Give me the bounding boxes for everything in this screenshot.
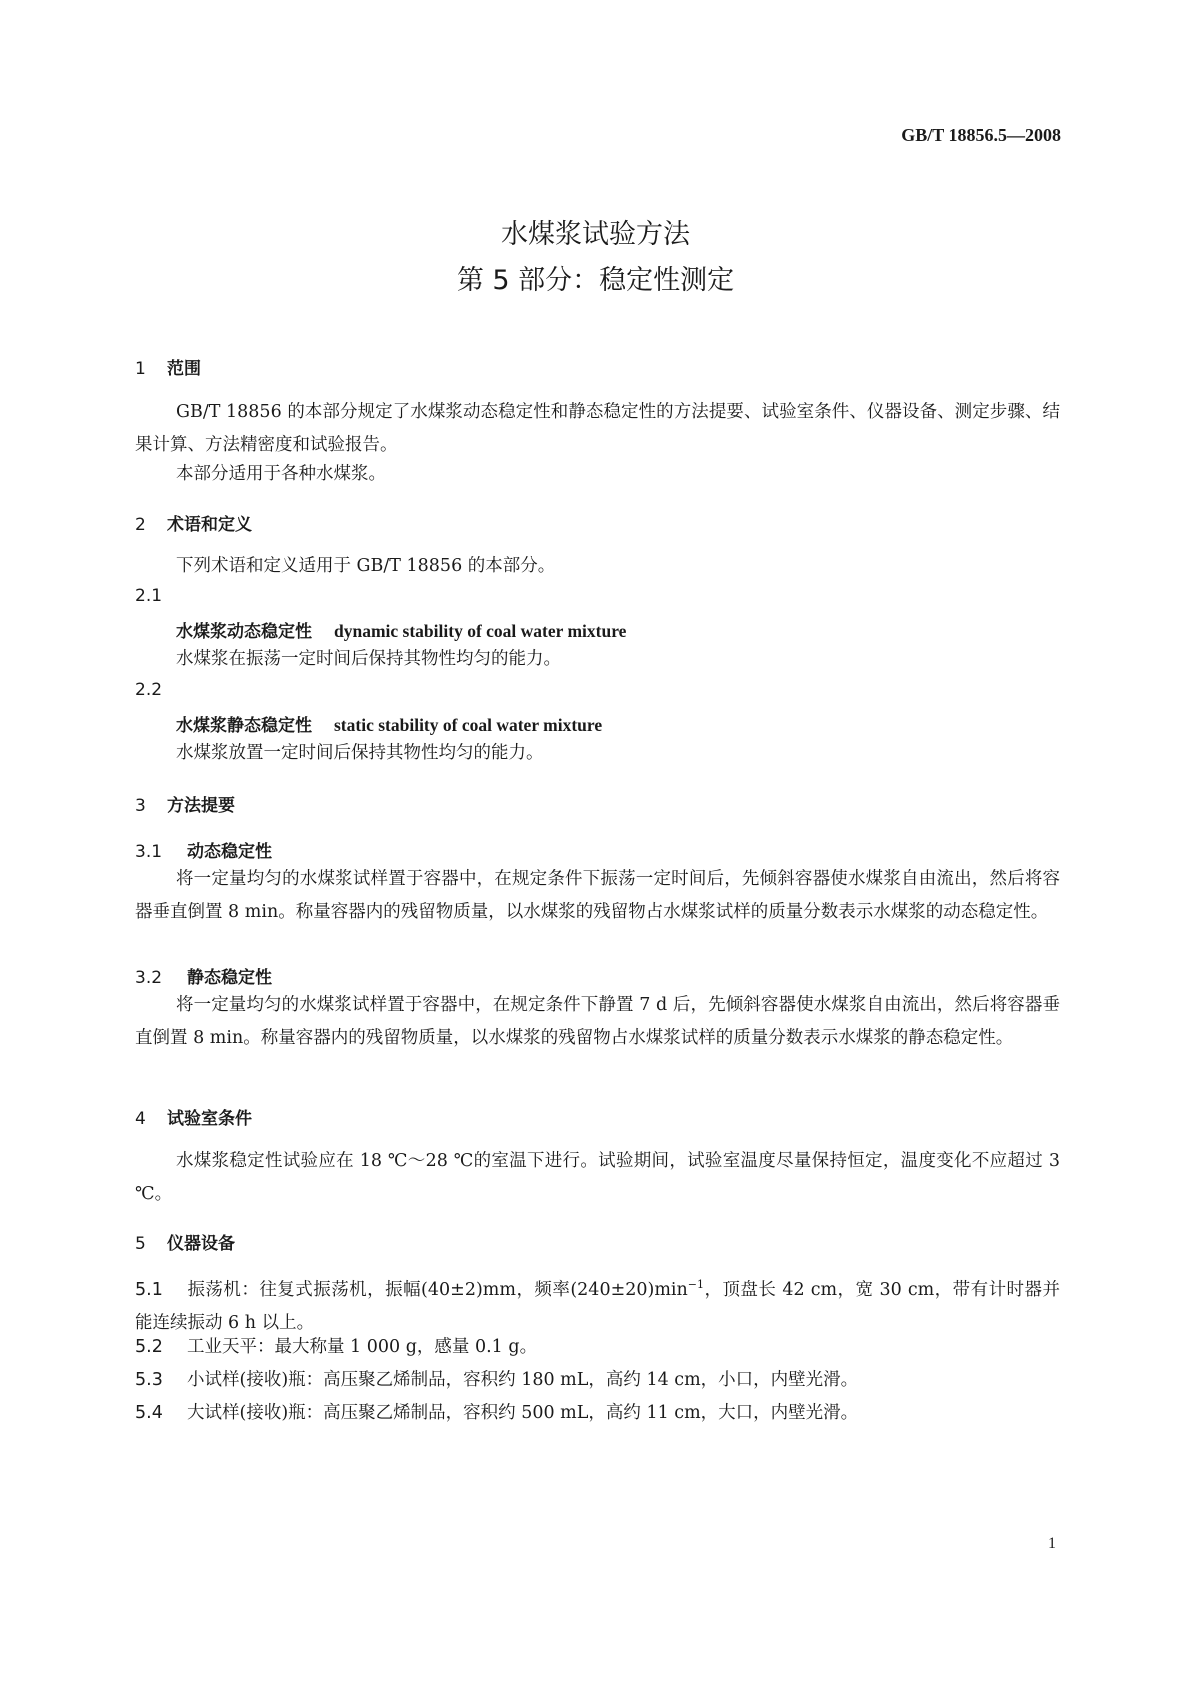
section-1-heading [135, 354, 201, 379]
equipment-item-5-4 [135, 1397, 1060, 1430]
section-4-heading [135, 1104, 252, 1129]
section-2-heading [135, 510, 252, 535]
section-number: 2 [135, 515, 146, 535]
section-title: 范围 [167, 359, 201, 379]
section-title: 仪器设备 [167, 1234, 235, 1254]
section-title: 方法提要 [167, 796, 235, 816]
section-3-1-paragraph: 将一定量均匀的水煤浆试样置于容器中，在规定条件下振荡一定时间后，先倾斜容器使水煤浆自由流出，然后将容器垂直倒置 8 min。称量容器内的残留物质量，以水煤浆的残留物占水煤浆试样的质量分数表示水煤浆的动态稳定性。 [135, 869, 1060, 922]
section-number: 3 [135, 796, 146, 816]
section-number: 1 [135, 359, 146, 379]
section-3-2-heading [135, 963, 272, 988]
item-number: 5.2 [135, 1337, 163, 1357]
term-2-1-title [176, 617, 626, 642]
equipment-item-5-1 [135, 1268, 1060, 1340]
term-zh: 水煤浆静态稳定性 [176, 716, 312, 736]
section-title: 术语和定义 [167, 515, 252, 535]
term-zh: 水煤浆动态稳定性 [176, 622, 312, 642]
term-2-1-definition: 水煤浆在振荡一定时间后保持其物性均匀的能力。 [176, 649, 561, 669]
term-2-2-definition: 水煤浆放置一定时间后保持其物性均匀的能力。 [176, 743, 544, 763]
section-1-paragraph-2: 本部分适用于各种水煤浆。 [176, 464, 386, 484]
section-3-heading [135, 791, 235, 816]
section-3-1-heading [135, 837, 272, 862]
item-text: 振荡机：往复式振荡机，振幅(40±2)mm，频率(240±20)min [187, 1279, 688, 1300]
item-number: 5.3 [135, 1370, 163, 1390]
section-3-2-paragraph: 将一定量均匀的水煤浆试样置于容器中，在规定条件下静置 7 d 后，先倾斜容器使水煤浆自由流出，然后将容器垂直倒置 8 min。称量容器内的残留物质量，以水煤浆的残留物占水煤浆试样的质量分数表示水煤浆的静态稳定性。 [135, 995, 1060, 1048]
item-number: 5.1 [135, 1279, 163, 1300]
item-number: 5.4 [135, 1403, 163, 1423]
page-number: 1 [1048, 1535, 1056, 1552]
section-number: 5 [135, 1234, 146, 1254]
section-4-paragraph: 水煤浆稳定性试验应在 18 ℃～28 ℃的室温下进行。试验期间，试验室温度尽量保持恒定，温度变化不应超过 3 ℃。 [135, 1151, 1060, 1204]
item-text: 小试样(接收)瓶：高压聚乙烯制品，容积约 180 mL，高约 14 cm，小口，内壁光滑。 [187, 1370, 859, 1390]
item-text: 工业天平：最大称量 1 000 g，感量 0.1 g。 [187, 1337, 538, 1357]
term-2-2-title [176, 711, 602, 736]
doc-subtitle: 第 5 部分：稳定性测定 [456, 265, 735, 296]
section-title: 静态稳定性 [187, 968, 272, 988]
item-text-cont: ，顶盘长 42 cm，宽 30 cm，带有计时器并能连续振动 6 h 以上。 [135, 1279, 1060, 1333]
term-2-1-number: 2.1 [135, 586, 163, 606]
item-text: 大试样(接收)瓶：高压聚乙烯制品，容积约 500 mL，高约 11 cm，大口，内壁光滑。 [187, 1403, 859, 1423]
section-1-paragraph: GB/T 18856 的本部分规定了水煤浆动态稳定性和静态稳定性的方法提要、试验室条件、仪器设备、测定步骤、结果计算、方法精密度和试验报告。 [135, 402, 1060, 455]
section-2-paragraph: 下列术语和定义适用于 GB/T 18856 的本部分。 [176, 556, 556, 576]
equipment-item-5-2 [135, 1331, 1060, 1364]
term-en: dynamic stability of coal water mixture [334, 621, 627, 641]
section-number: 3.1 [135, 842, 163, 862]
section-number: 3.2 [135, 968, 163, 988]
section-number: 4 [135, 1109, 146, 1129]
term-2-2-number: 2.2 [135, 680, 163, 700]
section-5-heading [135, 1229, 235, 1254]
standard-number: GB/T 18856.5—2008 [901, 125, 1061, 145]
section-title: 动态稳定性 [187, 842, 272, 862]
term-en: static stability of coal water mixture [334, 715, 603, 735]
item-superscript: −1 [687, 1278, 705, 1291]
equipment-item-5-3 [135, 1364, 1060, 1397]
doc-title: 水煤浆试验方法 [501, 219, 690, 250]
section-title: 试验室条件 [167, 1109, 252, 1129]
